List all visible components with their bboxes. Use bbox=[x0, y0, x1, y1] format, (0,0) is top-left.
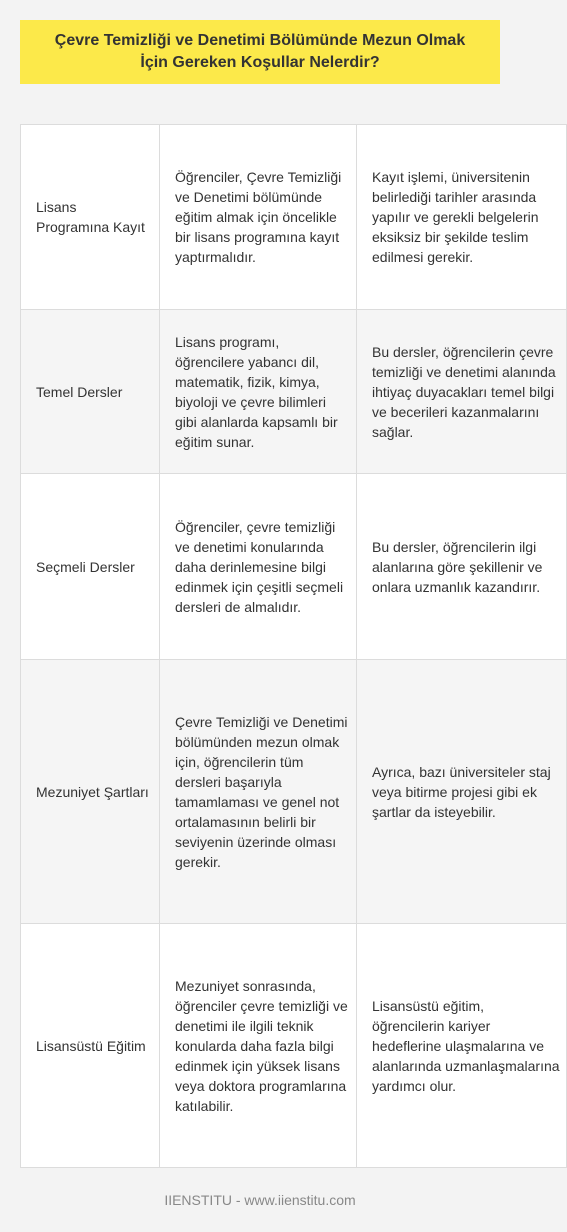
row-label-cell bbox=[21, 310, 160, 474]
row-detail-cell bbox=[357, 660, 567, 924]
row-detail: Bu dersler, öğrencilerin çevre temizliği ve denetimi alanında ihtiyaç duyacakları temel bilgi ve becerileri kazanmalarını sağlar. bbox=[372, 343, 556, 440]
title-banner bbox=[20, 20, 500, 84]
row-description: Mezuniyet sonrasında, öğrenciler çevre temizliği ve denetimi ile ilgili teknik konularda daha fazla bilgi edinmek için yüksek lisans veya doktora programlarına katılabilir. bbox=[175, 977, 348, 1114]
row-description-cell bbox=[160, 474, 357, 660]
row-description: Lisans programı, öğrencilere yabancı dil, matematik, fizik, kimya, biyoloji ve çevre bilimleri gibi alanlarda kapsamlı bir eğitim sunar. bbox=[175, 333, 338, 450]
row-detail-cell bbox=[357, 924, 567, 1168]
row-label: Temel Dersler bbox=[36, 383, 123, 400]
row-detail-cell bbox=[357, 310, 567, 474]
row-label: Lisans Programına Kayıt bbox=[36, 199, 145, 235]
row-description: Öğrenciler, çevre temizliği ve denetimi konularında daha derinlemesine bilgi edinmek için çeşitli seçmeli dersleri de almalıdır. bbox=[175, 518, 344, 615]
row-detail: Bu dersler, öğrencilerin ilgi alanlarına göre şekillenir ve onlara uzmanlık kazandırır. bbox=[372, 538, 543, 595]
info-table bbox=[20, 124, 567, 1168]
table-row bbox=[21, 924, 567, 1168]
table-row bbox=[21, 310, 567, 474]
row-description: Öğrenciler, Çevre Temizliği ve Denetimi bölümünde eğitim almak için öncelikle bir lisans programına kayıt yaptırmalıdır. bbox=[175, 169, 342, 265]
row-label-cell bbox=[21, 125, 160, 310]
row-description-cell bbox=[160, 660, 357, 924]
row-detail-cell bbox=[357, 474, 567, 660]
row-description-cell bbox=[160, 310, 357, 474]
row-description: Çevre Temizliği ve Denetimi bölümünden mezun olmak için, öğrencilerin tüm dersleri başarıyla tamamlaması ve genel not ortalamasının belirli bir seviyenin üzerinde olması gerekir. bbox=[175, 713, 348, 870]
row-label: Mezuniyet Şartları bbox=[36, 783, 149, 800]
table-row bbox=[21, 125, 567, 310]
row-detail: Ayrıca, bazı üniversiteler staj veya bitirme projesi gibi ek şartlar da isteyebilir. bbox=[372, 763, 551, 820]
table-row bbox=[21, 660, 567, 924]
row-label: Lisansüstü Eğitim bbox=[36, 1037, 146, 1054]
row-label-cell bbox=[21, 474, 160, 660]
page-title: Çevre Temizliği ve Denetimi Bölümünde Mezun Olmak İçin Gereken Koşullar Nelerdir? bbox=[54, 32, 466, 71]
row-description-cell bbox=[160, 125, 357, 310]
row-detail: Lisansüstü eğitim, öğrencilerin kariyer hedeflerine ulaşmalarına ve alanlarında uzmanlaşmalarına yardımcı olur. bbox=[372, 997, 560, 1094]
footer-credit: IIENSTITU - www.iienstitu.com bbox=[164, 1192, 356, 1208]
row-label-cell bbox=[21, 924, 160, 1168]
row-label: Seçmeli Dersler bbox=[36, 558, 135, 575]
row-detail: Kayıt işlemi, üniversitenin belirlediği tarihler arasında yapılır ve gerekli belgelerin eksiksiz bir şekilde teslim edilmesi gerekir. bbox=[372, 169, 539, 265]
row-description-cell bbox=[160, 924, 357, 1168]
table-row bbox=[21, 474, 567, 660]
row-detail-cell bbox=[357, 125, 567, 310]
row-label-cell bbox=[21, 660, 160, 924]
